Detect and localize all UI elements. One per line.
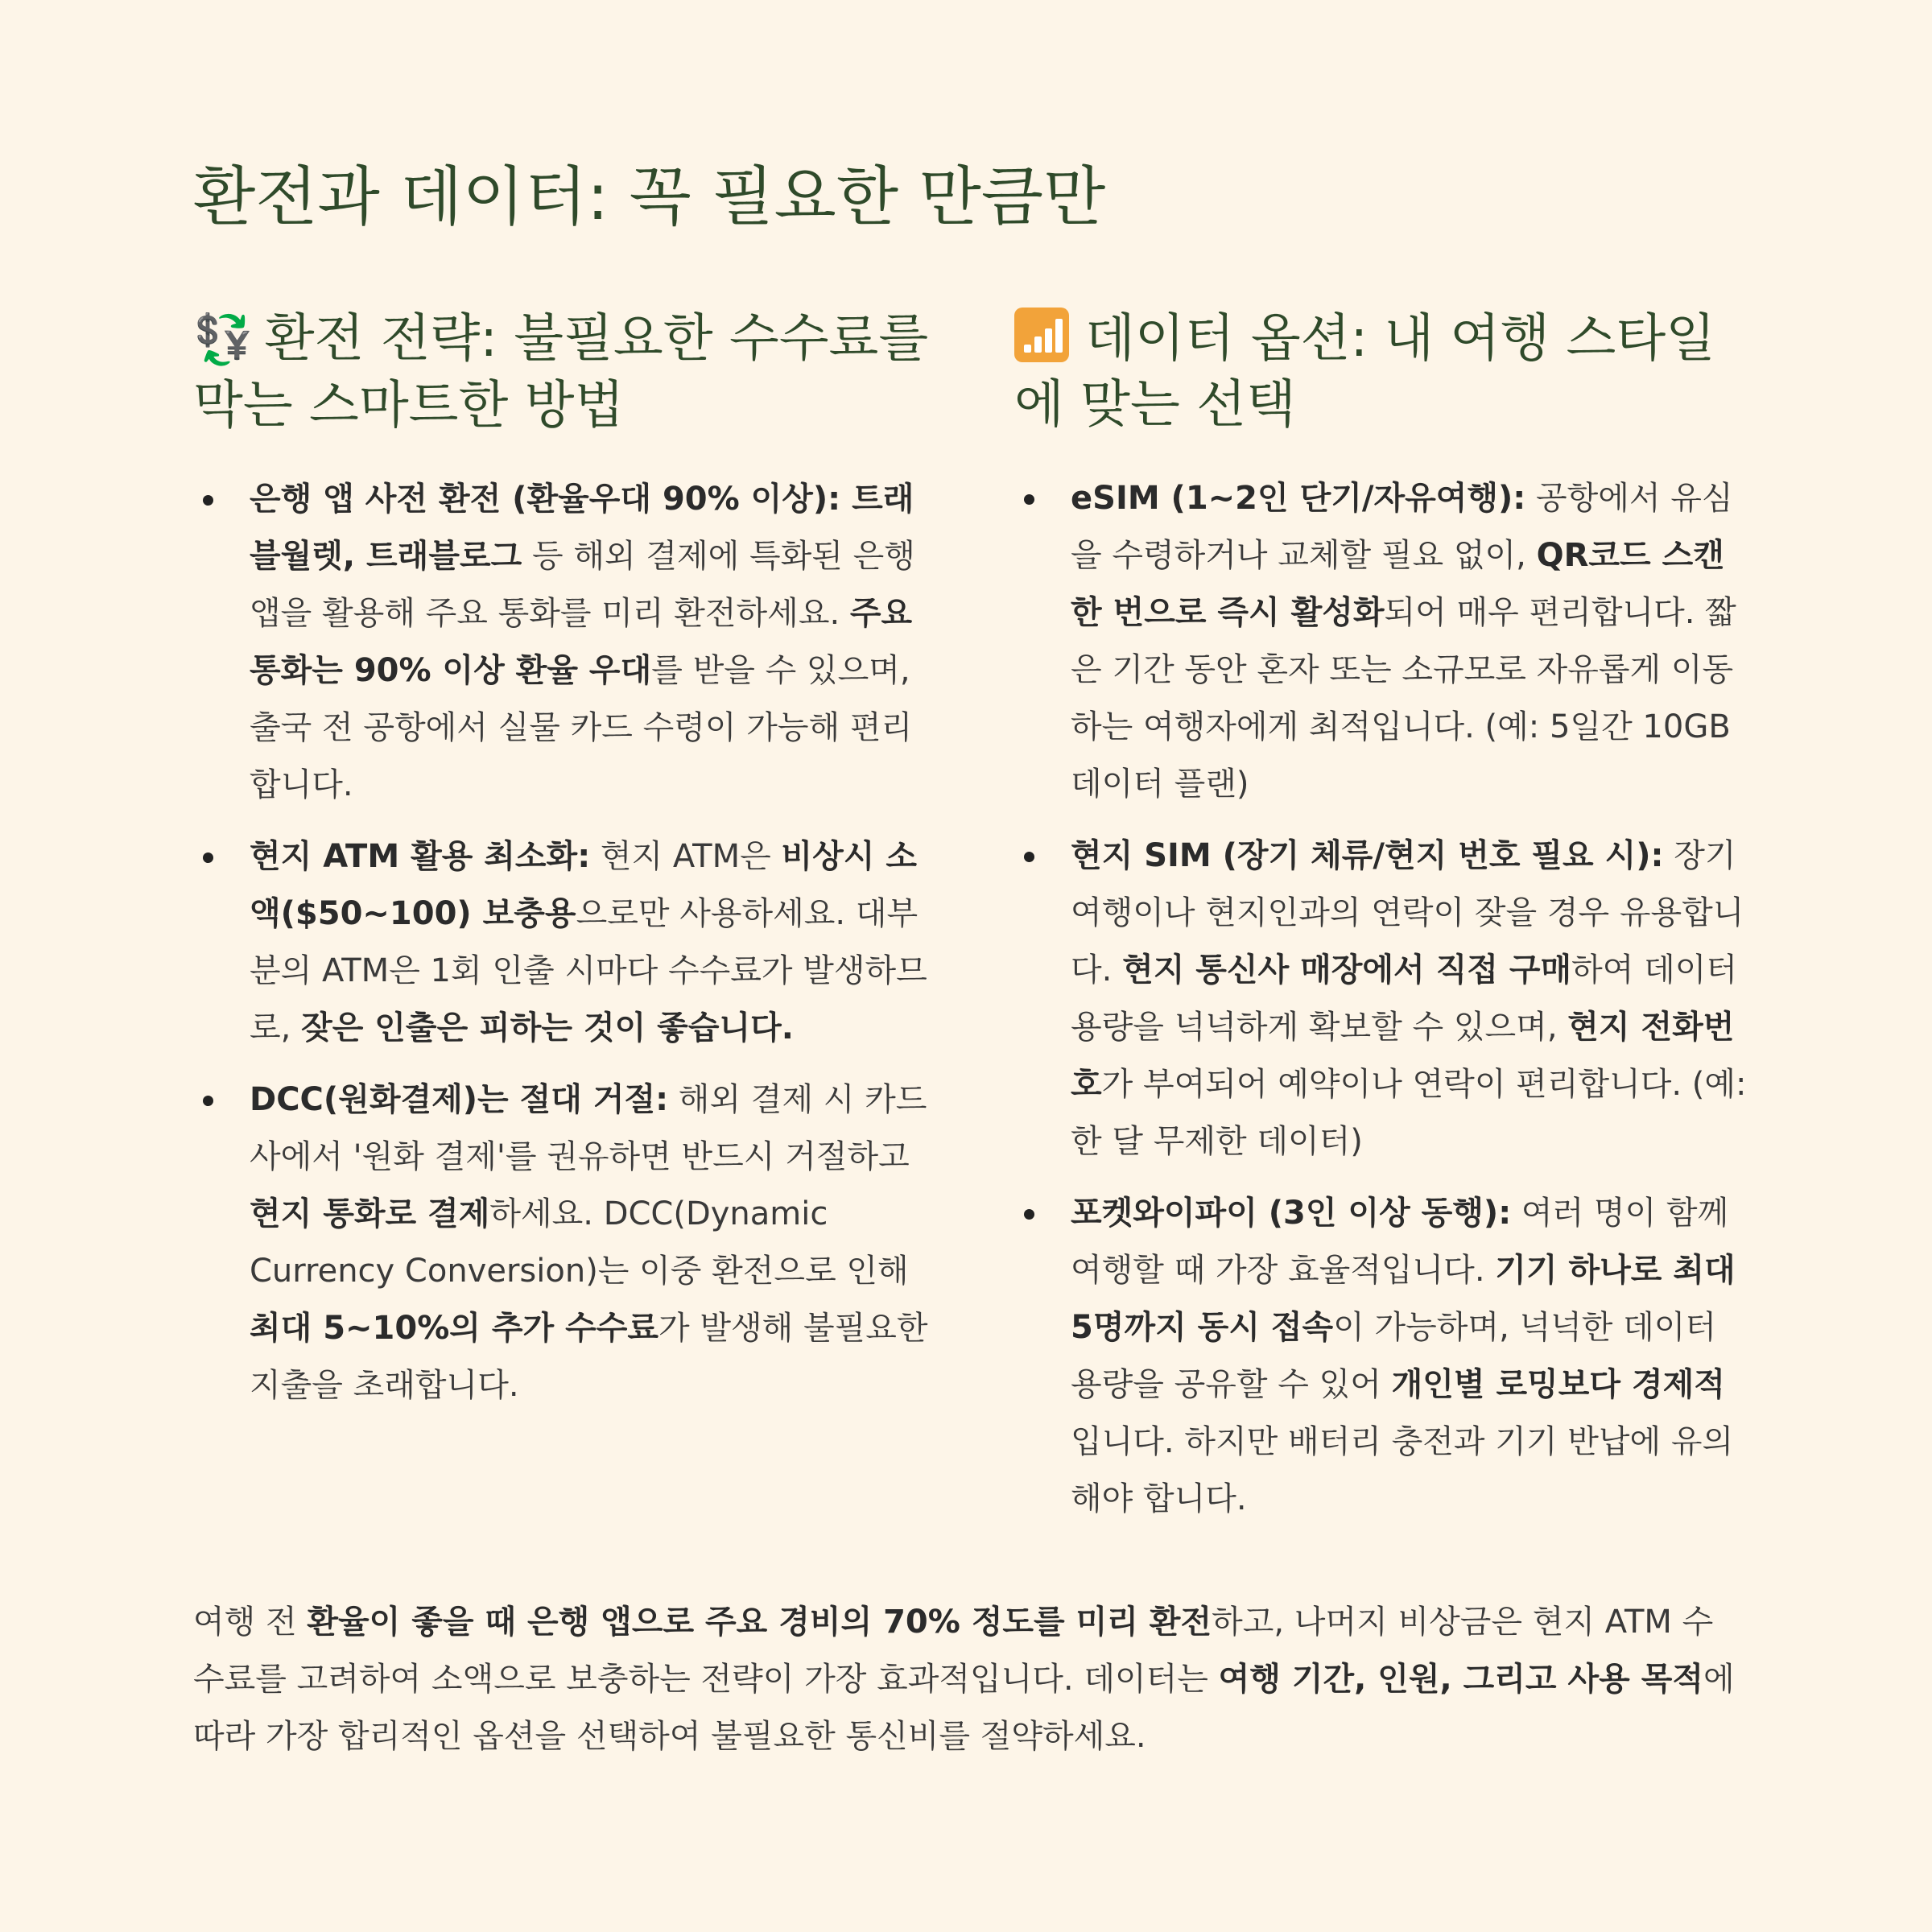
text: 하여 데이터 용량을 넉넉하게 확보할 수 있으며,: [1071, 952, 1738, 1046]
bold-text: 환율이 좋을 때 은행 앱으로 주요 경비의 70% 정도를 미리 환전: [307, 1604, 1212, 1641]
bold-text: 현지 통화로 결제: [250, 1195, 490, 1232]
page-content: [193, 153, 1747, 1530]
bold-text: 현지 통신사 매장에서 직접 구매: [1122, 952, 1572, 989]
exchange-list: [193, 471, 934, 1414]
text: 가 부여되어 예약이나 연락이 편리합니다. (예: 한 달 무제한 데이터): [1071, 1066, 1747, 1160]
bold-text: 기기 하나로 최대 5명까지 동시 접속: [1071, 1252, 1736, 1346]
bold-text: 비상시 소액($50~100) 보충용: [250, 838, 917, 932]
text: 가 발생해 불필요한 지출을 초래합니다.: [250, 1310, 928, 1404]
text: 에 따라 가장 합리적인 옵션을 선택하여 불필요한 통신비를 절약하세요.: [193, 1661, 1735, 1755]
text: 등 해외 결제에 특화된 은행 앱을 활용해 주요 통화를 미리 환전하세요.: [250, 538, 915, 632]
text: 여행 전: [193, 1604, 308, 1641]
bold-text: 포켓와이파이 (3인 이상 동행):: [1071, 1195, 1512, 1232]
bold-text: 최대 5~10%의 추가 수수료: [250, 1310, 658, 1347]
currency-exchange-icon: 💱: [193, 312, 254, 368]
summary-paragraph: [193, 1594, 1739, 1765]
data-options-list: [1014, 470, 1755, 1528]
bold-text: 여행 기간, 인원, 그리고 사용 목적: [1218, 1661, 1703, 1698]
text: 해외 결제 시 카드사에서 '원화 결제'를 권유하면 반드시 거절하고: [250, 1081, 927, 1175]
list-item: [1014, 828, 1755, 1170]
bold-text: 개인별 로밍보다 경제적: [1391, 1366, 1725, 1403]
data-section: [1014, 306, 1755, 1542]
text: 하세요. DCC(Dynamic Currency Conversion)는 이중 환전으로 인해: [250, 1195, 909, 1290]
content-columns: [193, 306, 1747, 1530]
bold-text: DCC(원화결제)는 절대 거절:: [250, 1081, 669, 1118]
bold-text: eSIM (1~2인 단기/자유여행):: [1071, 480, 1526, 517]
exchange-section: [193, 306, 934, 1429]
list-item: [193, 471, 934, 814]
list-item: [193, 828, 934, 1057]
text: 하고, 나머지 비상금은 현지 ATM 수수료를 고려하여 소액으로 보충하는 전략이 가장 효과적입니다. 데이터는: [193, 1604, 1714, 1698]
text: 여러 명이 함께 여행할 때 가장 효율적입니다.: [1071, 1195, 1729, 1289]
data-heading: [1014, 306, 1755, 438]
text: 현지 ATM은: [590, 838, 782, 875]
text: 되어 매우 편리합니다. 짧은 기간 동안 혼자 또는 소규모로 자유롭게 이동하는 여행자에게 최적입니다. (예: 5일간 10GB 데이터 플랜): [1071, 594, 1736, 803]
bold-text: 은행 앱 사전 환전 (환율우대 90% 이상): 트래블월렛, 트래블로그: [250, 481, 914, 575]
text: 공항에서 유심을 수령하거나 교체할 필요 없이,: [1071, 480, 1733, 574]
bold-text: 현지 전화번호: [1071, 1009, 1735, 1103]
data-heading-text: 데이터 옵션: 내 여행 스타일에 맞는 선택: [1014, 309, 1716, 435]
bold-text: 잦은 인출은 피하는 것이 좋습니다.: [301, 1009, 794, 1046]
bold-text: 주요 통화는 90% 이상 환율 우대: [250, 595, 913, 689]
bold-text: 현지 ATM 활용 최소화:: [250, 838, 591, 875]
page-title: 환전과 데이터: 꼭 필요한 만큼만: [193, 159, 1106, 234]
list-item: [1014, 1185, 1755, 1528]
text: 으로만 사용하세요. 대부분의 ATM은 1회 인출 시마다 수수료가 발생하므로,: [250, 895, 927, 1046]
bold-text: QR코드 스캔 한 번으로 즉시 활성화: [1071, 537, 1724, 631]
signal-bars-icon: [1014, 308, 1069, 362]
bold-text: 현지 SIM (장기 체류/현지 번호 필요 시):: [1071, 837, 1664, 874]
exchange-heading: [193, 306, 934, 439]
list-item: [193, 1071, 934, 1414]
list-item: [1014, 470, 1755, 813]
exchange-heading-text: 환전 전략: 불필요한 수수료를 막는 스마트한 방법: [193, 309, 929, 436]
text: 이 가능하며, 넉넉한 데이터 용량을 공유할 수 있어: [1071, 1309, 1717, 1403]
text: 입니다. 하지만 배터리 충전과 기기 반납에 유의해야 합니다.: [1071, 1423, 1734, 1517]
text: 장기 여행이나 현지인과의 연락이 잦을 경우 유용합니다.: [1071, 837, 1744, 989]
text: 를 받을 수 있으며, 출국 전 공항에서 실물 카드 수령이 가능해 편리합니다.: [250, 652, 913, 803]
